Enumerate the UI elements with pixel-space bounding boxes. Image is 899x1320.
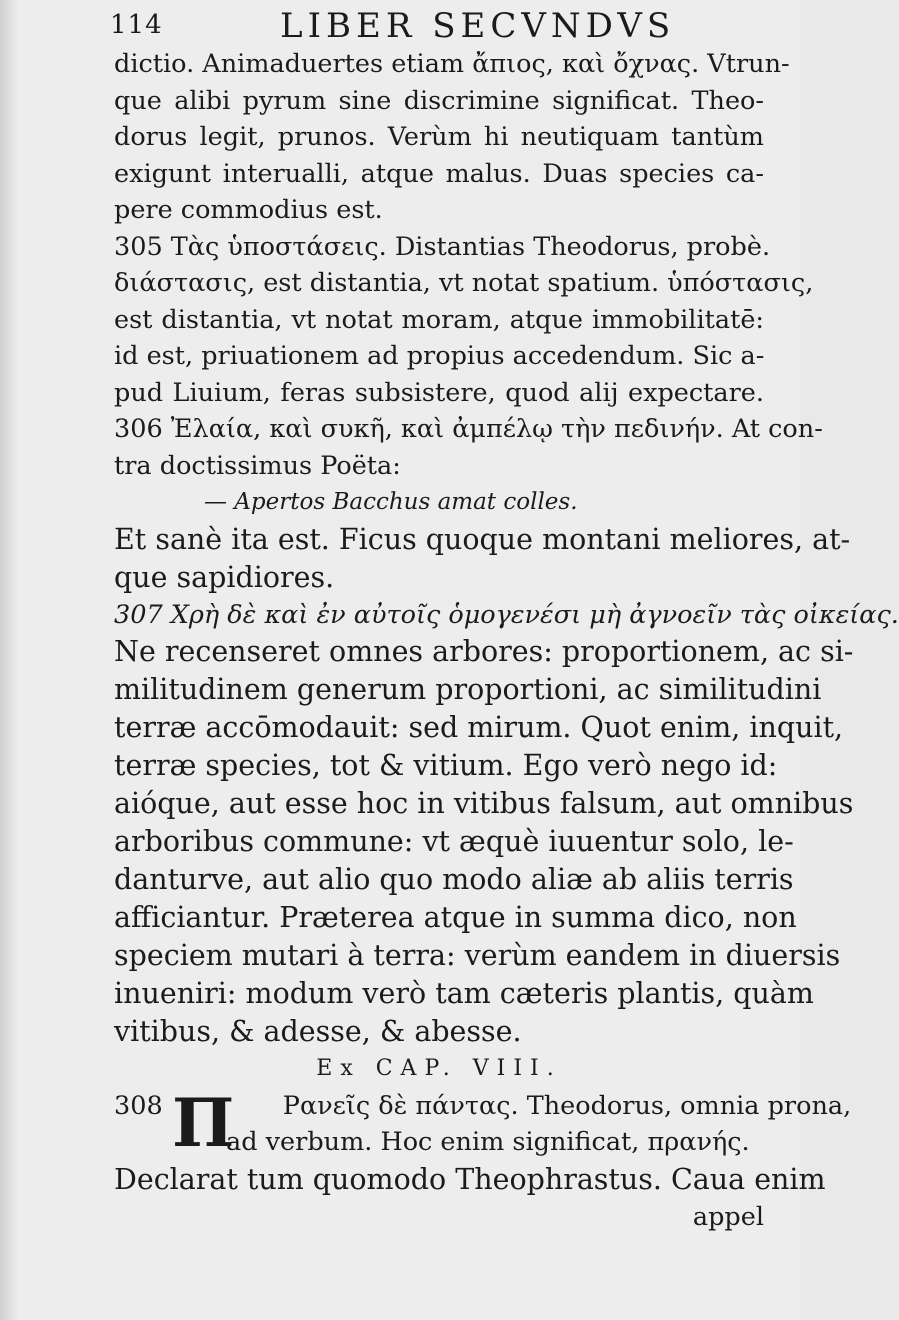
text-line: 306 Ἐλαία, καὶ συκῆ, καὶ ἀμπέλῳ τὴν πεδινήν. At con- — [114, 414, 823, 444]
running-head: LIBER SECVNDVS — [280, 6, 676, 46]
text-line: aióque, aut esse hoc in vitibus falsum, aut omnibus — [114, 787, 854, 820]
page-number: 114 — [110, 10, 163, 40]
body-text — [114, 46, 899, 1235]
section-number: 308 — [114, 1090, 163, 1121]
text-line: exigunt interualli, atque malus. Duas species ca- — [114, 158, 764, 189]
text-line: 307 Χρὴ δὲ καὶ ἐν αὐτοῖς ὁμογενέσι μὴ ἀγνοεῖν τὰς οἰκείας. — [114, 599, 899, 630]
text-line: dorus legit, prunos. Verùm hi neutiquam tantùm — [114, 122, 764, 152]
text-line: militudinem generum proportioni, ac similitudini — [114, 673, 822, 706]
text-line: Et sanè ita est. Ficus quoque montani meliores, at- — [114, 522, 851, 556]
text-line: Ne recenseret omnes arbores: proportionem, ac si- — [114, 635, 854, 668]
text-line: vitibus, & adesse, & abesse. — [114, 1015, 522, 1048]
section-308-text: Ρανεῖς δὲ πάντας. Theodorus, omnia prona, — [282, 1090, 852, 1121]
text-line: que sapidiores. — [114, 560, 335, 594]
text-line: tra doctissimus Poëta: — [114, 450, 401, 481]
text-line: est distantia, vt notat moram, atque immobilitatē: — [114, 304, 764, 335]
text-line: arboribus commune: vt æquè iuuentur solo, le- — [114, 825, 794, 858]
text-line: pud Liuium, feras subsistere, quod alij expectare. — [114, 377, 764, 408]
text-line: terræ species, tot & vitium. Ego verò nego id: — [114, 749, 778, 782]
text-line: que alibi pyrum sine discrimine significat. Theo- — [114, 85, 764, 116]
text-line: id est, priuationem ad propius accedendum. Sic a- — [114, 341, 765, 371]
text-line: inueniri: modum verò tam cæteris plantis, quàm — [114, 977, 814, 1010]
text-line: 305 Τὰς ὑποστάσεις. Distantias Theodorus, probè. — [114, 231, 771, 262]
text-line: afficiantur. Præterea atque in summa dico, non — [114, 901, 797, 934]
text-line: Declarat tum quomodo Theophrastus. Caua enim — [114, 1162, 826, 1196]
text-line: terræ accōmodauit: sed mirum. Quot enim, inquit, — [114, 711, 844, 744]
text-line: dictio. Animaduertes etiam ἄπιος, καὶ ὄχνας. Vtrun- — [114, 49, 790, 79]
verse-quotation: — Apertos Bacchus amat colles. — [204, 489, 578, 515]
text-line: pere commodius est. — [114, 195, 383, 225]
chapter-heading: Ex CAP. VIII. — [316, 1056, 562, 1081]
text-line: διάστασις, est distantia, vt notat spatium. ὑπόστασις, — [114, 268, 814, 298]
section-308-line-2: ad verbum. Hoc enim significat, πρανής. — [226, 1127, 750, 1157]
page-header — [110, 6, 750, 46]
drop-capital: Π — [172, 1083, 235, 1162]
text-line: danturve, aut alio quo modo aliæ ab aliis terris — [114, 863, 794, 896]
text-line: speciem mutari à terra: verùm eandem in diuersis — [114, 939, 841, 972]
catchword: appel — [692, 1201, 764, 1232]
